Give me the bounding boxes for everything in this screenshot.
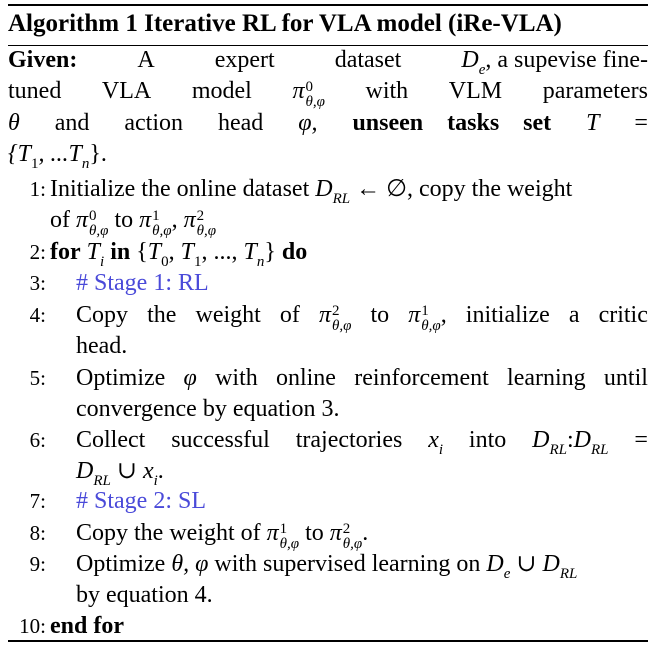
given-word: dataset (334, 47, 402, 73)
step-10-line: end for (50, 613, 124, 639)
step-1-line-2: of π 0 θ,φ to π 1 θ,φ , π 2 θ,φ (50, 207, 217, 239)
given-keyword: Given: (8, 47, 78, 73)
given-word: model (191, 78, 252, 104)
stage-2-comment: # Stage 2: SL (76, 488, 206, 514)
step-5-line-1: Optimize φ with online reinforcement learning until (76, 365, 648, 391)
stage-1-comment: # Stage 1: RL (76, 270, 209, 296)
step-number: 3: (29, 271, 46, 295)
step-6-line-1: Collect successful trajectories $x_i$ into $D_{RL}:D_{RL}$ = (76, 427, 648, 458)
step-9-line-2: by equation 4. (76, 582, 213, 608)
step-4-line-2: head. (76, 333, 128, 359)
equals-sign: = (634, 110, 648, 136)
given-word: expert (214, 47, 275, 73)
math-pi-0: π 0 θ,φ (292, 78, 325, 110)
step-2-line: for $T_i$ in {$T_0$, $T_1$, ..., $T_n$} do (50, 239, 308, 270)
algorithm-block (8, 0, 648, 640)
step-number: 4: (29, 303, 46, 327)
step-number: 1: (29, 177, 46, 201)
top-rule (8, 4, 648, 6)
algorithm-name: Iterative RL for VLA model (iRe-VLA) (144, 10, 562, 37)
bottom-rule (8, 640, 648, 642)
math-phi: φ, (298, 110, 318, 136)
algorithm-title (8, 8, 562, 40)
step-8-line: Copy the weight of π 1 θ,φ to π 2 θ,φ . (76, 520, 369, 552)
math-T: T (586, 110, 600, 136)
step-number: 9: (29, 552, 46, 576)
step-number: 7: (29, 489, 46, 513)
given-line-4: {$T_1$, $...T_n$}. (8, 141, 107, 172)
given-word: with (365, 78, 409, 104)
given-word: A (137, 47, 155, 73)
given-line-2 (8, 76, 648, 110)
step-number: 8: (29, 521, 46, 545)
step-number: 2: (29, 240, 46, 264)
step-number: 5: (29, 366, 46, 390)
step-4-line-1: Copy the weight of π 2 θ,φ to π 1 θ,φ , initialize a critic (76, 302, 648, 334)
algorithm-label: Algorithm 1 (8, 10, 138, 37)
step-1-line-1: Initialize the online dataset $D_{RL}$ ← ∅, copy the weight (50, 176, 573, 207)
given-word: VLA (101, 78, 152, 104)
step-5-line-2: convergence by equation 3. (76, 396, 340, 422)
given-line-1 (8, 45, 648, 78)
given-word: VLM (448, 78, 503, 104)
given-word: tuned (8, 78, 62, 104)
step-9-line-1: Optimize θ, φ with supervised learning on $D_e$ ∪ $D_{RL}$ (76, 551, 578, 582)
math-theta: θ (8, 110, 20, 136)
step-number: 10: (19, 614, 46, 638)
given-word: action (124, 110, 183, 136)
unseen-tasks-set: unseen tasks set (352, 110, 552, 136)
math-De: $D_e$, a supevise fine- (461, 47, 648, 78)
step-6-line-2: $D_{RL}$ ∪ $x_i$. (76, 458, 164, 489)
given-word: parameters (542, 78, 648, 104)
step-number: 6: (29, 428, 46, 452)
given-word: and (54, 110, 90, 136)
given-line-3 (8, 108, 648, 138)
given-word: head (217, 110, 264, 136)
